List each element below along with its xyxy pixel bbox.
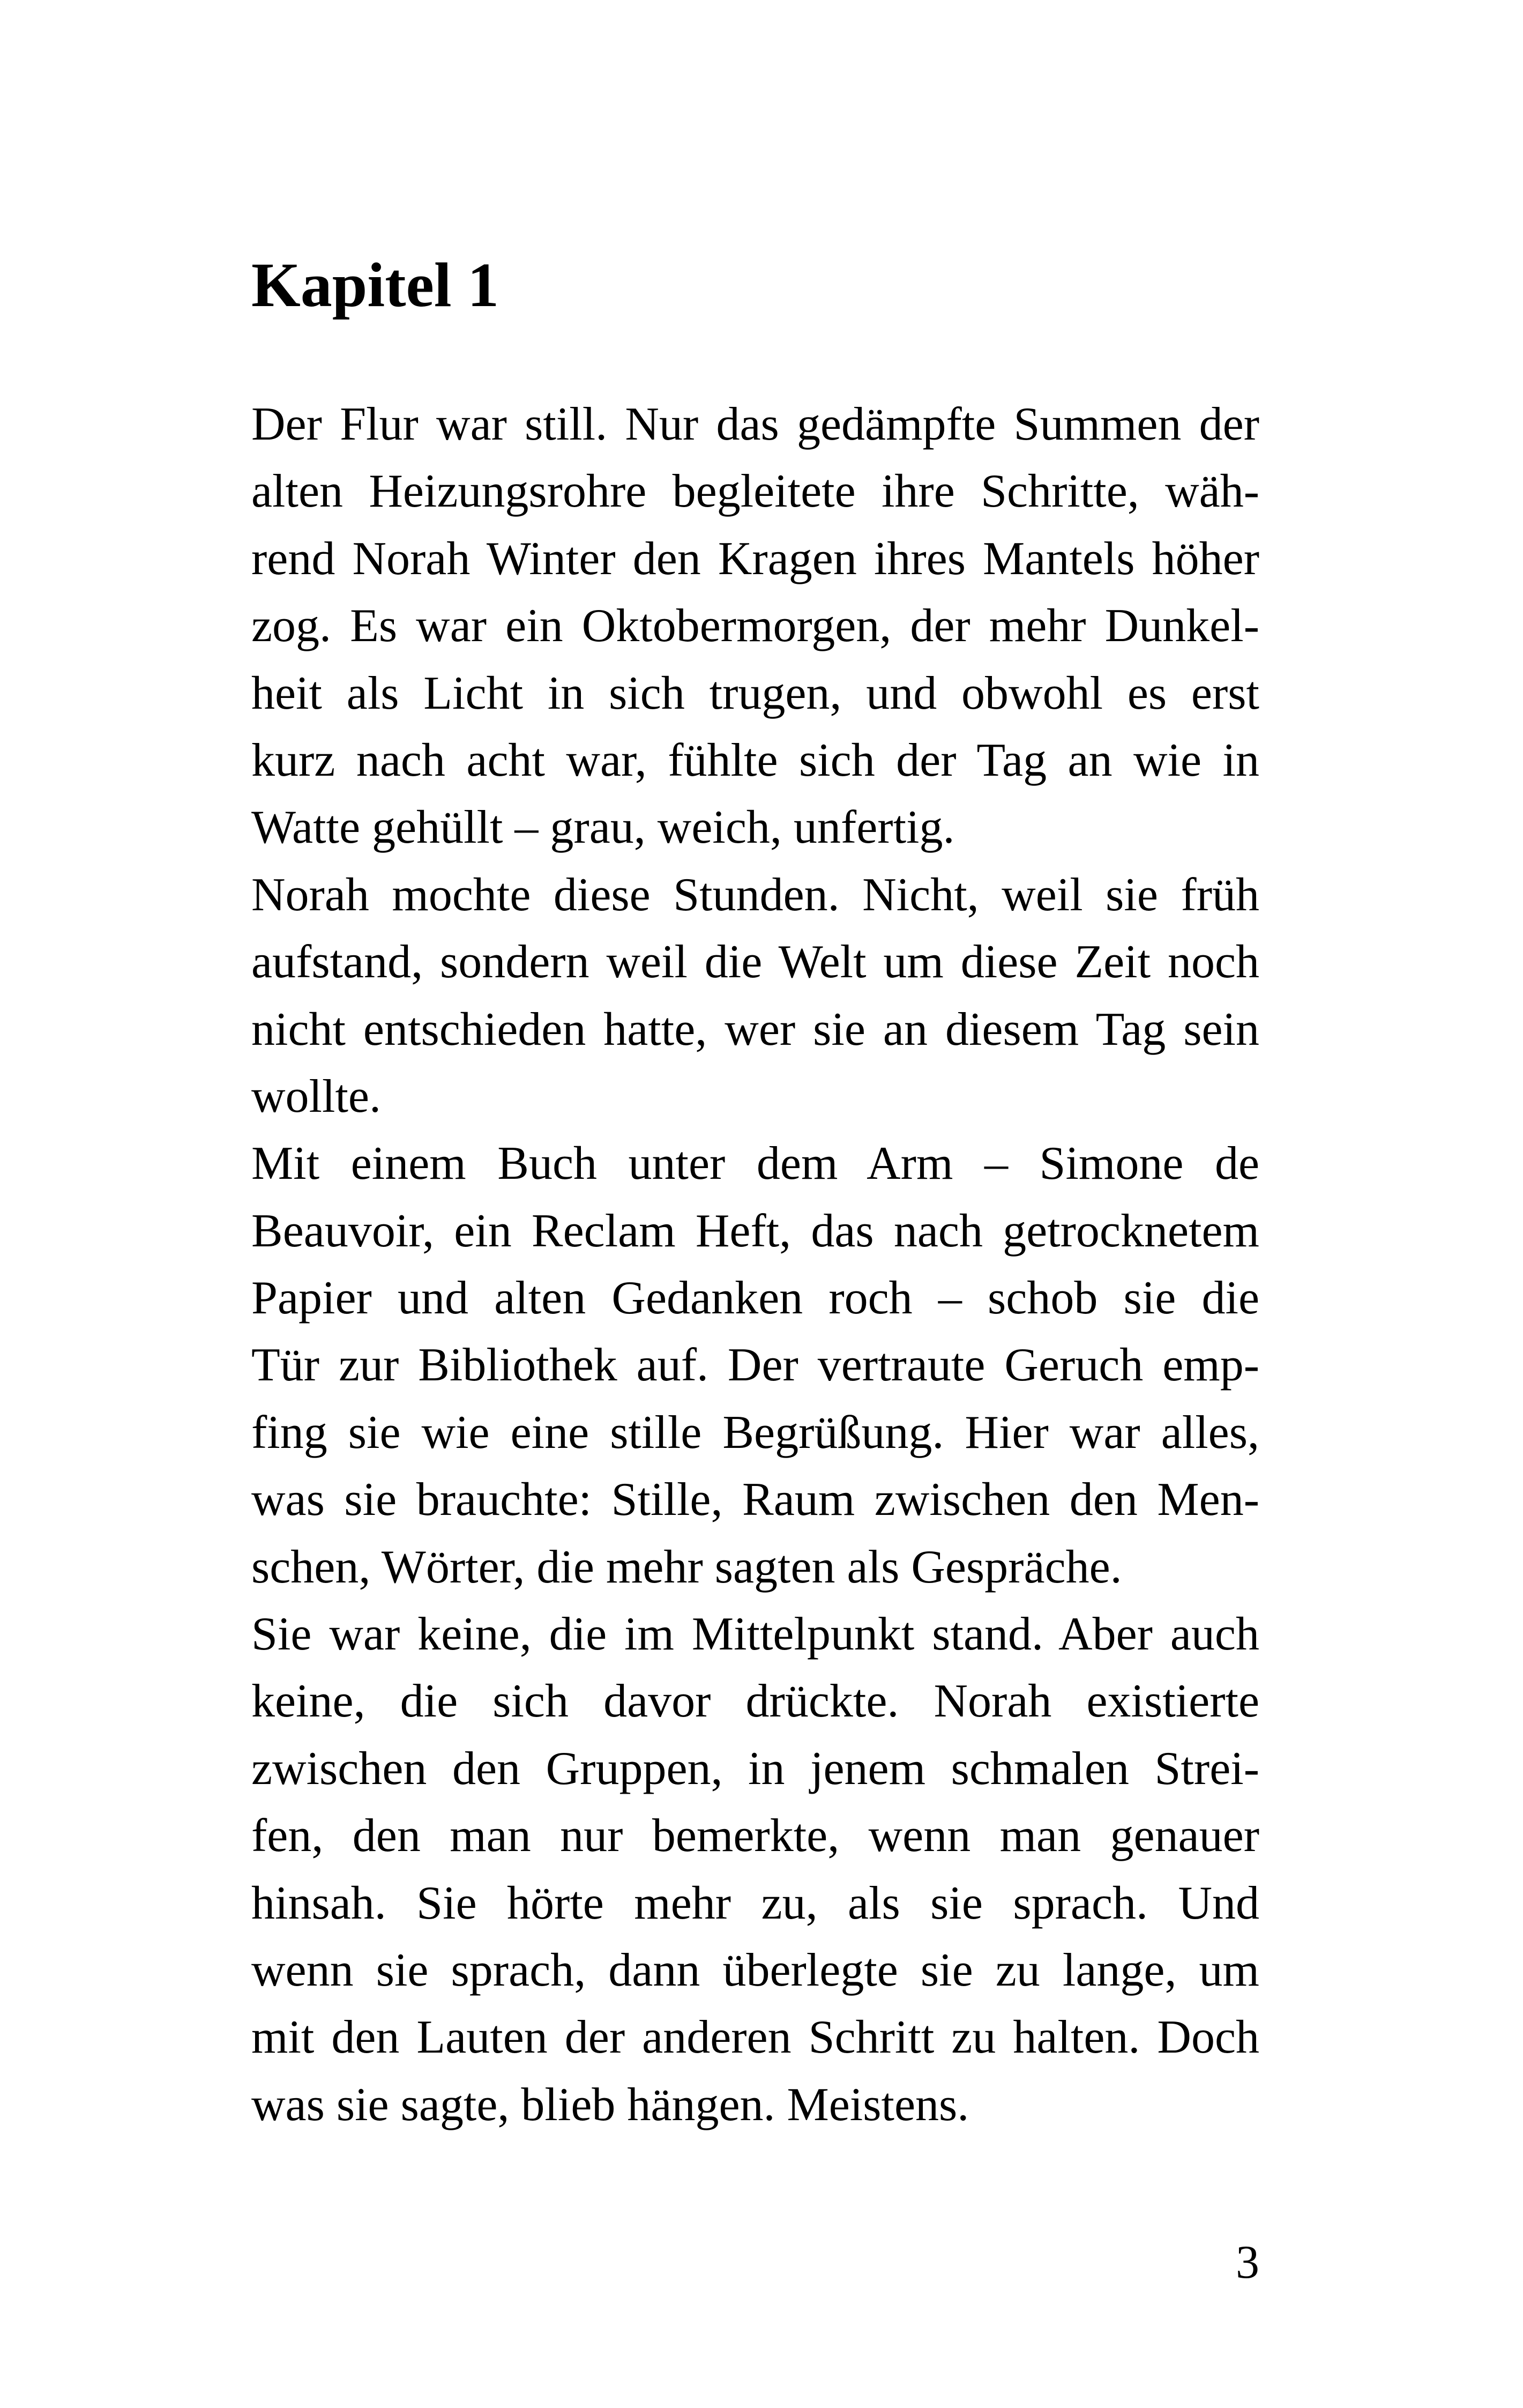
text-line: wenn sie sprach, dann überlegte sie zu lange, um <box>251 1944 1259 1996</box>
chapter-title: Kapitel 1 <box>251 250 499 320</box>
text-line: mit den Lauten der anderen Schritt zu halten. Doch <box>251 2011 1259 2064</box>
text-line: hinsah. Sie hörte mehr zu, als sie sprach. Und <box>251 1877 1259 1929</box>
text-line: nicht entschieden hatte, wer sie an diesem Tag sein <box>251 1003 1259 1056</box>
text-line: was sie sagte, blieb hängen. Meistens. <box>251 2078 969 2131</box>
text-line: Mit einem Buch unter dem Arm – Simone de <box>251 1138 1259 1190</box>
text-line: alten Heizungsrohre begleitete ihre Schritte, wäh- <box>251 465 1259 518</box>
text-line: zog. Es war ein Oktobermorgen, der mehr Dunkel- <box>251 600 1259 652</box>
text-line: Watte gehüllt – grau, weich, unfertig. <box>251 801 955 854</box>
text-line: was sie brauchte: Stille, Raum zwischen den Men- <box>251 1474 1259 1526</box>
text-line: kurz nach acht war, fühlte sich der Tag an wie in <box>251 734 1259 786</box>
text-line: zwischen den Gruppen, in jenem schmalen Strei- <box>251 1742 1259 1795</box>
text-line: Beauvoir, ein Reclam Heft, das nach getrocknetem <box>251 1205 1259 1257</box>
text-line: schen, Wörter, die mehr sagten als Gespräche. <box>251 1541 1122 1593</box>
text-line: wollte. <box>251 1070 381 1123</box>
text-line: Tür zur Bibliothek auf. Der vertraute Geruch emp- <box>251 1339 1259 1392</box>
text-line: Norah mochte diese Stunden. Nicht, weil sie früh <box>251 868 1259 921</box>
text-line: rend Norah Winter den Kragen ihres Mantels höher <box>251 532 1259 585</box>
chapter-body-text <box>251 391 1259 2138</box>
text-line: aufstand, sondern weil die Welt um diese Zeit noch <box>251 936 1259 989</box>
page-number: 3 <box>1236 2236 1259 2288</box>
text-line: fing sie wie eine stille Begrüßung. Hier war alles, <box>251 1406 1259 1459</box>
text-line: Papier und alten Gedanken roch – schob sie die <box>251 1272 1259 1325</box>
text-line: heit als Licht in sich trugen, und obwohl es erst <box>251 667 1259 719</box>
text-line: fen, den man nur bemerkte, wenn man genauer <box>251 1810 1259 1862</box>
text-line: Der Flur war still. Nur das gedämpfte Summen der <box>251 398 1259 450</box>
text-line: keine, die sich davor drückte. Norah existierte <box>251 1675 1259 1728</box>
text-line: Sie war keine, die im Mittelpunkt stand. Aber auch <box>251 1608 1259 1661</box>
